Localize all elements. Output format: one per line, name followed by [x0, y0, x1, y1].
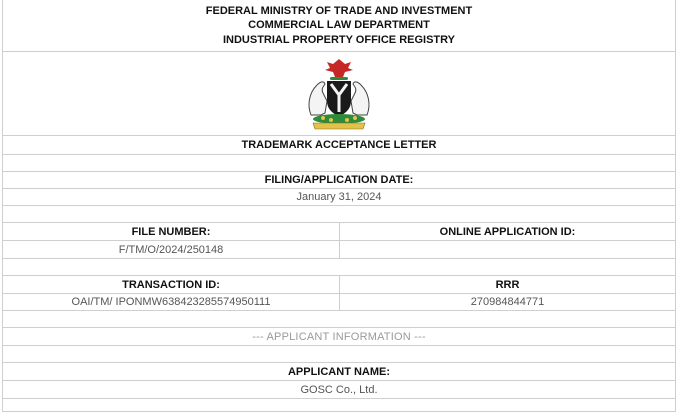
- ministry-name: FEDERAL MINISTRY OF TRADE AND INVESTMENT: [205, 4, 473, 17]
- file-number-label-row: [3, 223, 675, 241]
- letter-document: [2, 0, 676, 412]
- online-application-id-label: ONLINE APPLICATION ID:: [439, 225, 576, 238]
- ministry-header: [3, 0, 675, 52]
- file-number-label: FILE NUMBER:: [3, 223, 340, 240]
- department-name: COMMERCIAL LAW DEPARTMENT: [248, 19, 430, 32]
- coat-of-arms-row: [3, 52, 675, 136]
- spacer-row: [3, 155, 675, 172]
- spacer-row: [3, 311, 675, 328]
- rrr-label: RRR: [495, 278, 520, 291]
- letter-title: TRADEMARK ACCEPTANCE LETTER: [3, 136, 675, 155]
- right-horse-icon: [351, 81, 369, 114]
- spacer-row: [3, 346, 675, 363]
- applicant-name-label: APPLICANT NAME:: [3, 363, 675, 381]
- eagle-icon: [325, 59, 353, 77]
- file-number-value-row: [3, 241, 675, 259]
- file-number-value: F/TM/O/2024/250148: [3, 241, 340, 258]
- registry-name: INDUSTRIAL PROPERTY OFFICE REGISTRY: [222, 33, 456, 46]
- transaction-id-label: TRANSACTION ID:: [3, 276, 340, 293]
- coat-of-arms-emblem: [297, 57, 381, 131]
- left-horse-icon: [309, 81, 327, 114]
- spacer-row: [3, 259, 675, 276]
- spacer-row: [3, 399, 675, 412]
- transaction-id-value: OAI/TM/ IPONMW638423285574950111: [3, 294, 340, 310]
- applicant-section-heading: --- APPLICANT INFORMATION ---: [3, 328, 675, 346]
- motto-banner-icon: [313, 123, 365, 129]
- filing-date-label: FILING/APPLICATION DATE:: [3, 172, 675, 189]
- online-application-id-value: [340, 241, 675, 258]
- transaction-label-row: [3, 276, 675, 294]
- transaction-value-row: [3, 294, 675, 311]
- applicant-name-value: GOSC Co., Ltd.: [3, 381, 675, 399]
- spacer-row: [3, 206, 675, 223]
- filing-date-value: January 31, 2024: [3, 189, 675, 206]
- rrr-value: 270984844771: [470, 296, 545, 308]
